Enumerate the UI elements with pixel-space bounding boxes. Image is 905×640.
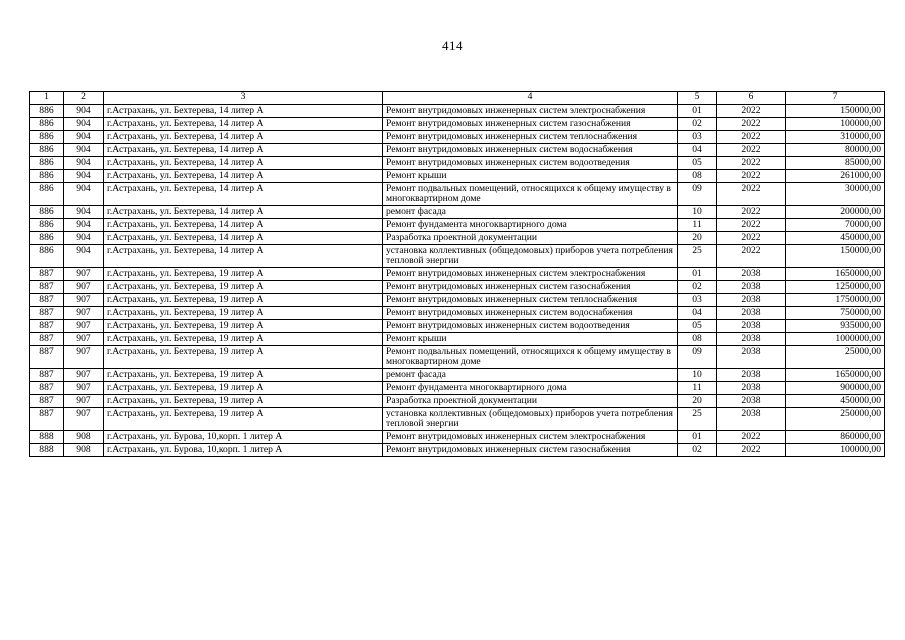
cost-cell: 1750000,00 — [786, 294, 885, 307]
table-row — [30, 369, 885, 382]
object-id-cell: 908 — [64, 431, 104, 444]
work-type-cell: установка коллективных (общедомовых) приборов учета потребления тепловой энергии — [383, 245, 678, 268]
work-type-cell: Ремонт внутридомовых инженерных систем газоснабжения — [383, 444, 678, 457]
work-type-cell: Ремонт внутридомовых инженерных систем газоснабжения — [383, 118, 678, 131]
address-cell: г.Астрахань, ул. Бехтерева, 14 литер А — [104, 219, 383, 232]
table-row — [30, 105, 885, 118]
work-code-cell: 11 — [678, 382, 717, 395]
cost-cell: 450000,00 — [786, 232, 885, 245]
work-code-cell: 09 — [678, 346, 717, 369]
object-id-cell: 907 — [64, 346, 104, 369]
address-cell: г.Астрахань, ул. Бехтерева, 19 литер А — [104, 294, 383, 307]
table-row — [30, 333, 885, 346]
column-number: 7 — [786, 92, 885, 105]
work-type-cell: установка коллективных (общедомовых) приборов учета потребления тепловой энергии — [383, 408, 678, 431]
column-number: 6 — [717, 92, 786, 105]
object-id-cell: 908 — [64, 444, 104, 457]
address-cell: г.Астрахань, ул. Бехтерева, 14 литер А — [104, 157, 383, 170]
address-cell: г.Астрахань, ул. Бехтерева, 19 литер А — [104, 268, 383, 281]
address-cell: г.Астрахань, ул. Бехтерева, 19 литер А — [104, 395, 383, 408]
address-cell: г.Астрахань, ул. Бехтерева, 14 литер А — [104, 232, 383, 245]
cost-cell: 70000,00 — [786, 219, 885, 232]
object-id-cell: 904 — [64, 232, 104, 245]
year-cell: 2022 — [717, 444, 786, 457]
cost-cell: 200000,00 — [786, 206, 885, 219]
object-id-cell: 904 — [64, 206, 104, 219]
address-cell: г.Астрахань, ул. Бехтерева, 14 литер А — [104, 131, 383, 144]
row-number-cell: 887 — [30, 307, 64, 320]
address-cell: г.Астрахань, ул. Бурова, 10,корп. 1 литер А — [104, 431, 383, 444]
cost-cell: 1650000,00 — [786, 369, 885, 382]
work-code-cell: 10 — [678, 369, 717, 382]
work-code-cell: 20 — [678, 395, 717, 408]
year-cell: 2038 — [717, 320, 786, 333]
cost-cell: 1650000,00 — [786, 268, 885, 281]
work-type-cell: Разработка проектной документации — [383, 395, 678, 408]
object-id-cell: 907 — [64, 382, 104, 395]
year-cell: 2022 — [717, 219, 786, 232]
row-number-cell: 887 — [30, 382, 64, 395]
work-code-cell: 01 — [678, 431, 717, 444]
column-number: 2 — [64, 92, 104, 105]
year-cell: 2038 — [717, 268, 786, 281]
row-number-cell: 887 — [30, 268, 64, 281]
work-type-cell: Ремонт внутридомовых инженерных систем водоотведения — [383, 320, 678, 333]
table-row — [30, 294, 885, 307]
table-body — [30, 92, 885, 457]
column-number: 5 — [678, 92, 717, 105]
year-cell: 2022 — [717, 105, 786, 118]
work-code-cell: 08 — [678, 333, 717, 346]
cost-cell: 750000,00 — [786, 307, 885, 320]
object-id-cell: 904 — [64, 144, 104, 157]
work-type-cell: Ремонт подвальных помещений, относящихся к общему имуществу в многоквартирном доме — [383, 183, 678, 206]
address-cell: г.Астрахань, ул. Бехтерева, 19 литер А — [104, 281, 383, 294]
column-number: 3 — [104, 92, 383, 105]
row-number-cell: 888 — [30, 444, 64, 457]
cost-cell: 30000,00 — [786, 183, 885, 206]
address-cell: г.Астрахань, ул. Бехтерева, 19 литер А — [104, 408, 383, 431]
work-type-cell: Ремонт внутридомовых инженерных систем водоотведения — [383, 157, 678, 170]
object-id-cell: 907 — [64, 369, 104, 382]
cost-cell: 1250000,00 — [786, 281, 885, 294]
cost-cell: 150000,00 — [786, 245, 885, 268]
table-row — [30, 408, 885, 431]
work-type-cell: Ремонт фундамента многоквартирного дома — [383, 382, 678, 395]
row-number-cell: 886 — [30, 118, 64, 131]
cost-cell: 261000,00 — [786, 170, 885, 183]
cost-cell: 100000,00 — [786, 118, 885, 131]
table-row — [30, 382, 885, 395]
address-cell: г.Астрахань, ул. Бехтерева, 14 литер А — [104, 105, 383, 118]
cost-cell: 860000,00 — [786, 431, 885, 444]
row-number-cell: 887 — [30, 320, 64, 333]
work-type-cell: Разработка проектной документации — [383, 232, 678, 245]
table-row — [30, 444, 885, 457]
row-number-cell: 886 — [30, 131, 64, 144]
object-id-cell: 904 — [64, 183, 104, 206]
cost-cell: 310000,00 — [786, 131, 885, 144]
table-row — [30, 245, 885, 268]
table-row — [30, 144, 885, 157]
year-cell: 2022 — [717, 157, 786, 170]
cost-cell: 900000,00 — [786, 382, 885, 395]
address-cell: г.Астрахань, ул. Бехтерева, 19 литер А — [104, 333, 383, 346]
object-id-cell: 907 — [64, 268, 104, 281]
work-code-cell: 01 — [678, 268, 717, 281]
year-cell: 2038 — [717, 395, 786, 408]
work-type-cell: Ремонт внутридомовых инженерных систем электроснабжения — [383, 105, 678, 118]
row-number-cell: 886 — [30, 144, 64, 157]
year-cell: 2038 — [717, 382, 786, 395]
cost-cell: 1000000,00 — [786, 333, 885, 346]
table-row — [30, 395, 885, 408]
row-number-cell: 886 — [30, 157, 64, 170]
cost-cell: 450000,00 — [786, 395, 885, 408]
year-cell: 2022 — [717, 118, 786, 131]
work-code-cell: 03 — [678, 131, 717, 144]
work-type-cell: Ремонт внутридомовых инженерных систем теплоснабжения — [383, 131, 678, 144]
work-code-cell: 09 — [678, 183, 717, 206]
row-number-cell: 886 — [30, 183, 64, 206]
cost-cell: 85000,00 — [786, 157, 885, 170]
object-id-cell: 907 — [64, 333, 104, 346]
table-row — [30, 183, 885, 206]
table-row — [30, 431, 885, 444]
address-cell: г.Астрахань, ул. Бехтерева, 19 литер А — [104, 369, 383, 382]
year-cell: 2038 — [717, 307, 786, 320]
year-cell: 2022 — [717, 131, 786, 144]
row-number-cell: 886 — [30, 245, 64, 268]
address-cell: г.Астрахань, ул. Бехтерева, 14 литер А — [104, 144, 383, 157]
work-code-cell: 25 — [678, 245, 717, 268]
table-row — [30, 118, 885, 131]
work-type-cell: Ремонт фундамента многоквартирного дома — [383, 219, 678, 232]
year-cell: 2022 — [717, 245, 786, 268]
table-row — [30, 307, 885, 320]
work-type-cell: ремонт фасада — [383, 206, 678, 219]
cost-cell: 80000,00 — [786, 144, 885, 157]
object-id-cell: 907 — [64, 281, 104, 294]
year-cell: 2022 — [717, 183, 786, 206]
year-cell: 2022 — [717, 170, 786, 183]
table-row — [30, 320, 885, 333]
register-table — [29, 91, 885, 457]
year-cell: 2038 — [717, 369, 786, 382]
work-type-cell: Ремонт внутридомовых инженерных систем электроснабжения — [383, 431, 678, 444]
work-type-cell: Ремонт внутридомовых инженерных систем электроснабжения — [383, 268, 678, 281]
address-cell: г.Астрахань, ул. Бехтерева, 14 литер А — [104, 183, 383, 206]
object-id-cell: 904 — [64, 245, 104, 268]
address-cell: г.Астрахань, ул. Бехтерева, 19 литер А — [104, 320, 383, 333]
year-cell: 2038 — [717, 408, 786, 431]
cost-cell: 100000,00 — [786, 444, 885, 457]
object-id-cell: 907 — [64, 395, 104, 408]
work-code-cell: 04 — [678, 307, 717, 320]
address-cell: г.Астрахань, ул. Бехтерева, 14 литер А — [104, 206, 383, 219]
row-number-cell: 886 — [30, 206, 64, 219]
work-code-cell: 11 — [678, 219, 717, 232]
row-number-cell: 887 — [30, 395, 64, 408]
address-cell: г.Астрахань, ул. Бехтерева, 14 литер А — [104, 245, 383, 268]
address-cell: г.Астрахань, ул. Бехтерева, 14 литер А — [104, 118, 383, 131]
work-code-cell: 04 — [678, 144, 717, 157]
work-code-cell: 02 — [678, 118, 717, 131]
work-type-cell: Ремонт внутридомовых инженерных систем газоснабжения — [383, 281, 678, 294]
row-number-cell: 886 — [30, 105, 64, 118]
row-number-cell: 887 — [30, 408, 64, 431]
address-cell: г.Астрахань, ул. Бехтерева, 14 литер А — [104, 170, 383, 183]
year-cell: 2038 — [717, 333, 786, 346]
cost-cell: 935000,00 — [786, 320, 885, 333]
object-id-cell: 907 — [64, 307, 104, 320]
year-cell: 2022 — [717, 206, 786, 219]
table-row — [30, 268, 885, 281]
object-id-cell: 904 — [64, 105, 104, 118]
work-type-cell: ремонт фасада — [383, 369, 678, 382]
cost-cell: 250000,00 — [786, 408, 885, 431]
work-type-cell: Ремонт крыши — [383, 333, 678, 346]
work-code-cell: 03 — [678, 294, 717, 307]
work-code-cell: 25 — [678, 408, 717, 431]
work-code-cell: 05 — [678, 157, 717, 170]
row-number-cell: 886 — [30, 170, 64, 183]
table-row — [30, 232, 885, 245]
year-cell: 2038 — [717, 281, 786, 294]
object-id-cell: 904 — [64, 219, 104, 232]
address-cell: г.Астрахань, ул. Бехтерева, 19 литер А — [104, 346, 383, 369]
table-row — [30, 281, 885, 294]
table-row — [30, 170, 885, 183]
work-type-cell: Ремонт крыши — [383, 170, 678, 183]
table-row — [30, 219, 885, 232]
object-id-cell: 907 — [64, 320, 104, 333]
table-row — [30, 346, 885, 369]
object-id-cell: 904 — [64, 170, 104, 183]
row-number-cell: 887 — [30, 369, 64, 382]
row-number-cell: 887 — [30, 333, 64, 346]
address-cell: г.Астрахань, ул. Бехтерева, 19 литер А — [104, 382, 383, 395]
column-number: 1 — [30, 92, 64, 105]
work-type-cell: Ремонт внутридомовых инженерных систем водоснабжения — [383, 144, 678, 157]
object-id-cell: 907 — [64, 294, 104, 307]
work-type-cell: Ремонт внутридомовых инженерных систем водоснабжения — [383, 307, 678, 320]
work-code-cell: 20 — [678, 232, 717, 245]
row-number-cell: 886 — [30, 232, 64, 245]
cost-cell: 25000,00 — [786, 346, 885, 369]
row-number-cell: 886 — [30, 219, 64, 232]
cost-cell: 150000,00 — [786, 105, 885, 118]
year-cell: 2022 — [717, 232, 786, 245]
row-number-cell: 887 — [30, 294, 64, 307]
object-id-cell: 904 — [64, 118, 104, 131]
work-code-cell: 05 — [678, 320, 717, 333]
address-cell: г.Астрахань, ул. Бурова, 10,корп. 1 литер А — [104, 444, 383, 457]
object-id-cell: 904 — [64, 157, 104, 170]
year-cell: 2022 — [717, 144, 786, 157]
work-code-cell: 10 — [678, 206, 717, 219]
table-row — [30, 157, 885, 170]
row-number-cell: 887 — [30, 346, 64, 369]
year-cell: 2038 — [717, 294, 786, 307]
work-code-cell: 08 — [678, 170, 717, 183]
work-code-cell: 01 — [678, 105, 717, 118]
year-cell: 2022 — [717, 431, 786, 444]
address-cell: г.Астрахань, ул. Бехтерева, 19 литер А — [104, 307, 383, 320]
object-id-cell: 904 — [64, 131, 104, 144]
page-number: 414 — [442, 38, 463, 53]
table-row — [30, 131, 885, 144]
work-code-cell: 02 — [678, 281, 717, 294]
work-code-cell: 02 — [678, 444, 717, 457]
row-number-cell: 887 — [30, 281, 64, 294]
work-type-cell: Ремонт внутридомовых инженерных систем теплоснабжения — [383, 294, 678, 307]
column-number: 4 — [383, 92, 678, 105]
row-number-cell: 888 — [30, 431, 64, 444]
year-cell: 2038 — [717, 346, 786, 369]
object-id-cell: 907 — [64, 408, 104, 431]
column-number-row — [30, 92, 885, 105]
table-row — [30, 206, 885, 219]
work-type-cell: Ремонт подвальных помещений, относящихся к общему имуществу в многоквартирном доме — [383, 346, 678, 369]
